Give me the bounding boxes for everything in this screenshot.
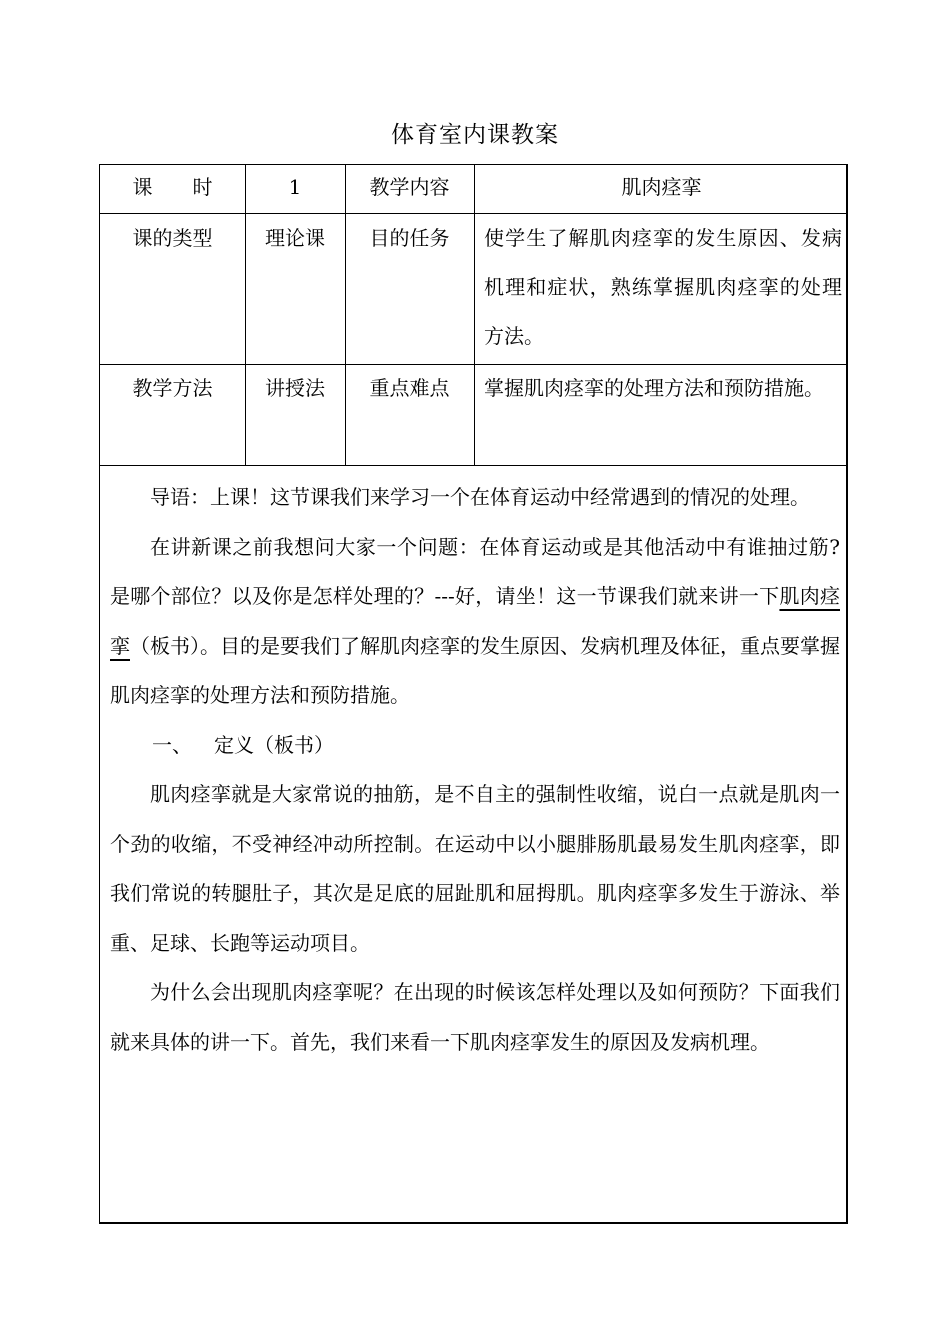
lesson-type-value: 理论课 bbox=[265, 226, 325, 250]
key-points-label: 重点难点 bbox=[369, 376, 450, 400]
key-points-value: 掌握肌肉痉挛的处理方法和预防措施。 bbox=[484, 376, 824, 400]
class-hour-label: 课 时 bbox=[132, 175, 213, 199]
section-number: 一、 bbox=[152, 732, 192, 757]
section-title: 定义（板书） bbox=[214, 732, 334, 757]
row-divider bbox=[100, 465, 846, 466]
question-text-end: （板书）。目的是要我们了解肌肉痉挛的发生原因、发病机理及体征，重点要掌握肌肉痉挛的处理方法和预防措施。 bbox=[110, 633, 840, 707]
transition-paragraph: 为什么会出现肌肉痉挛呢？在出现的时候该怎样处理以及如何预防？下面我们就来具体的讲一下。首先，我们来看一下肌肉痉挛发生的原因及发病机理。 bbox=[110, 980, 840, 1054]
objectives-value: 使学生了解肌肉痉挛的发生原因、发病机理和症状，熟练掌握肌肉痉挛的处理方法。 bbox=[484, 226, 842, 348]
question-paragraph bbox=[110, 523, 840, 721]
page-title: 体育室内课教案 bbox=[391, 122, 559, 148]
section-heading bbox=[110, 721, 840, 771]
intro-paragraph: 导语：上课！这节课我们来学习一个在体育运动中经常遇到的情况的处理。 bbox=[150, 485, 810, 509]
teaching-method-label: 教学方法 bbox=[132, 376, 213, 400]
objectives-label: 目的任务 bbox=[369, 226, 450, 250]
question-text: 在讲新课之前我想问大家一个问题：在体育运动或是其他活动中有谁抽过筋?是哪个部位？以及你是怎样处理的？---好，请坐！这一节课我们就来讲一下 bbox=[110, 534, 840, 608]
teaching-content-label: 教学内容 bbox=[369, 175, 450, 199]
lesson-plan-table bbox=[99, 164, 848, 1224]
teaching-method-value: 讲授法 bbox=[265, 376, 325, 400]
definition-paragraph: 肌肉痉挛就是大家常说的抽筋，是不自主的强制性收缩，说白一点就是肌肉一个劲的收缩，不受神经冲动所控制。在运动中以小腿腓肠肌最易发生肌肉痉挛，即我们常说的转腿肚子，其次是足底的屈趾肌和屈拇肌。肌肉痉挛多发生于游泳、举重、足球、长跑等运动项目。 bbox=[110, 782, 840, 955]
teaching-content-value: 肌肉痉挛 bbox=[621, 175, 702, 199]
class-hour-value: 1 bbox=[288, 175, 302, 199]
underlined-topic: 肌肉痉挛 bbox=[110, 584, 840, 658]
lesson-type-label: 课的类型 bbox=[132, 226, 213, 250]
lesson-body bbox=[110, 473, 840, 1067]
